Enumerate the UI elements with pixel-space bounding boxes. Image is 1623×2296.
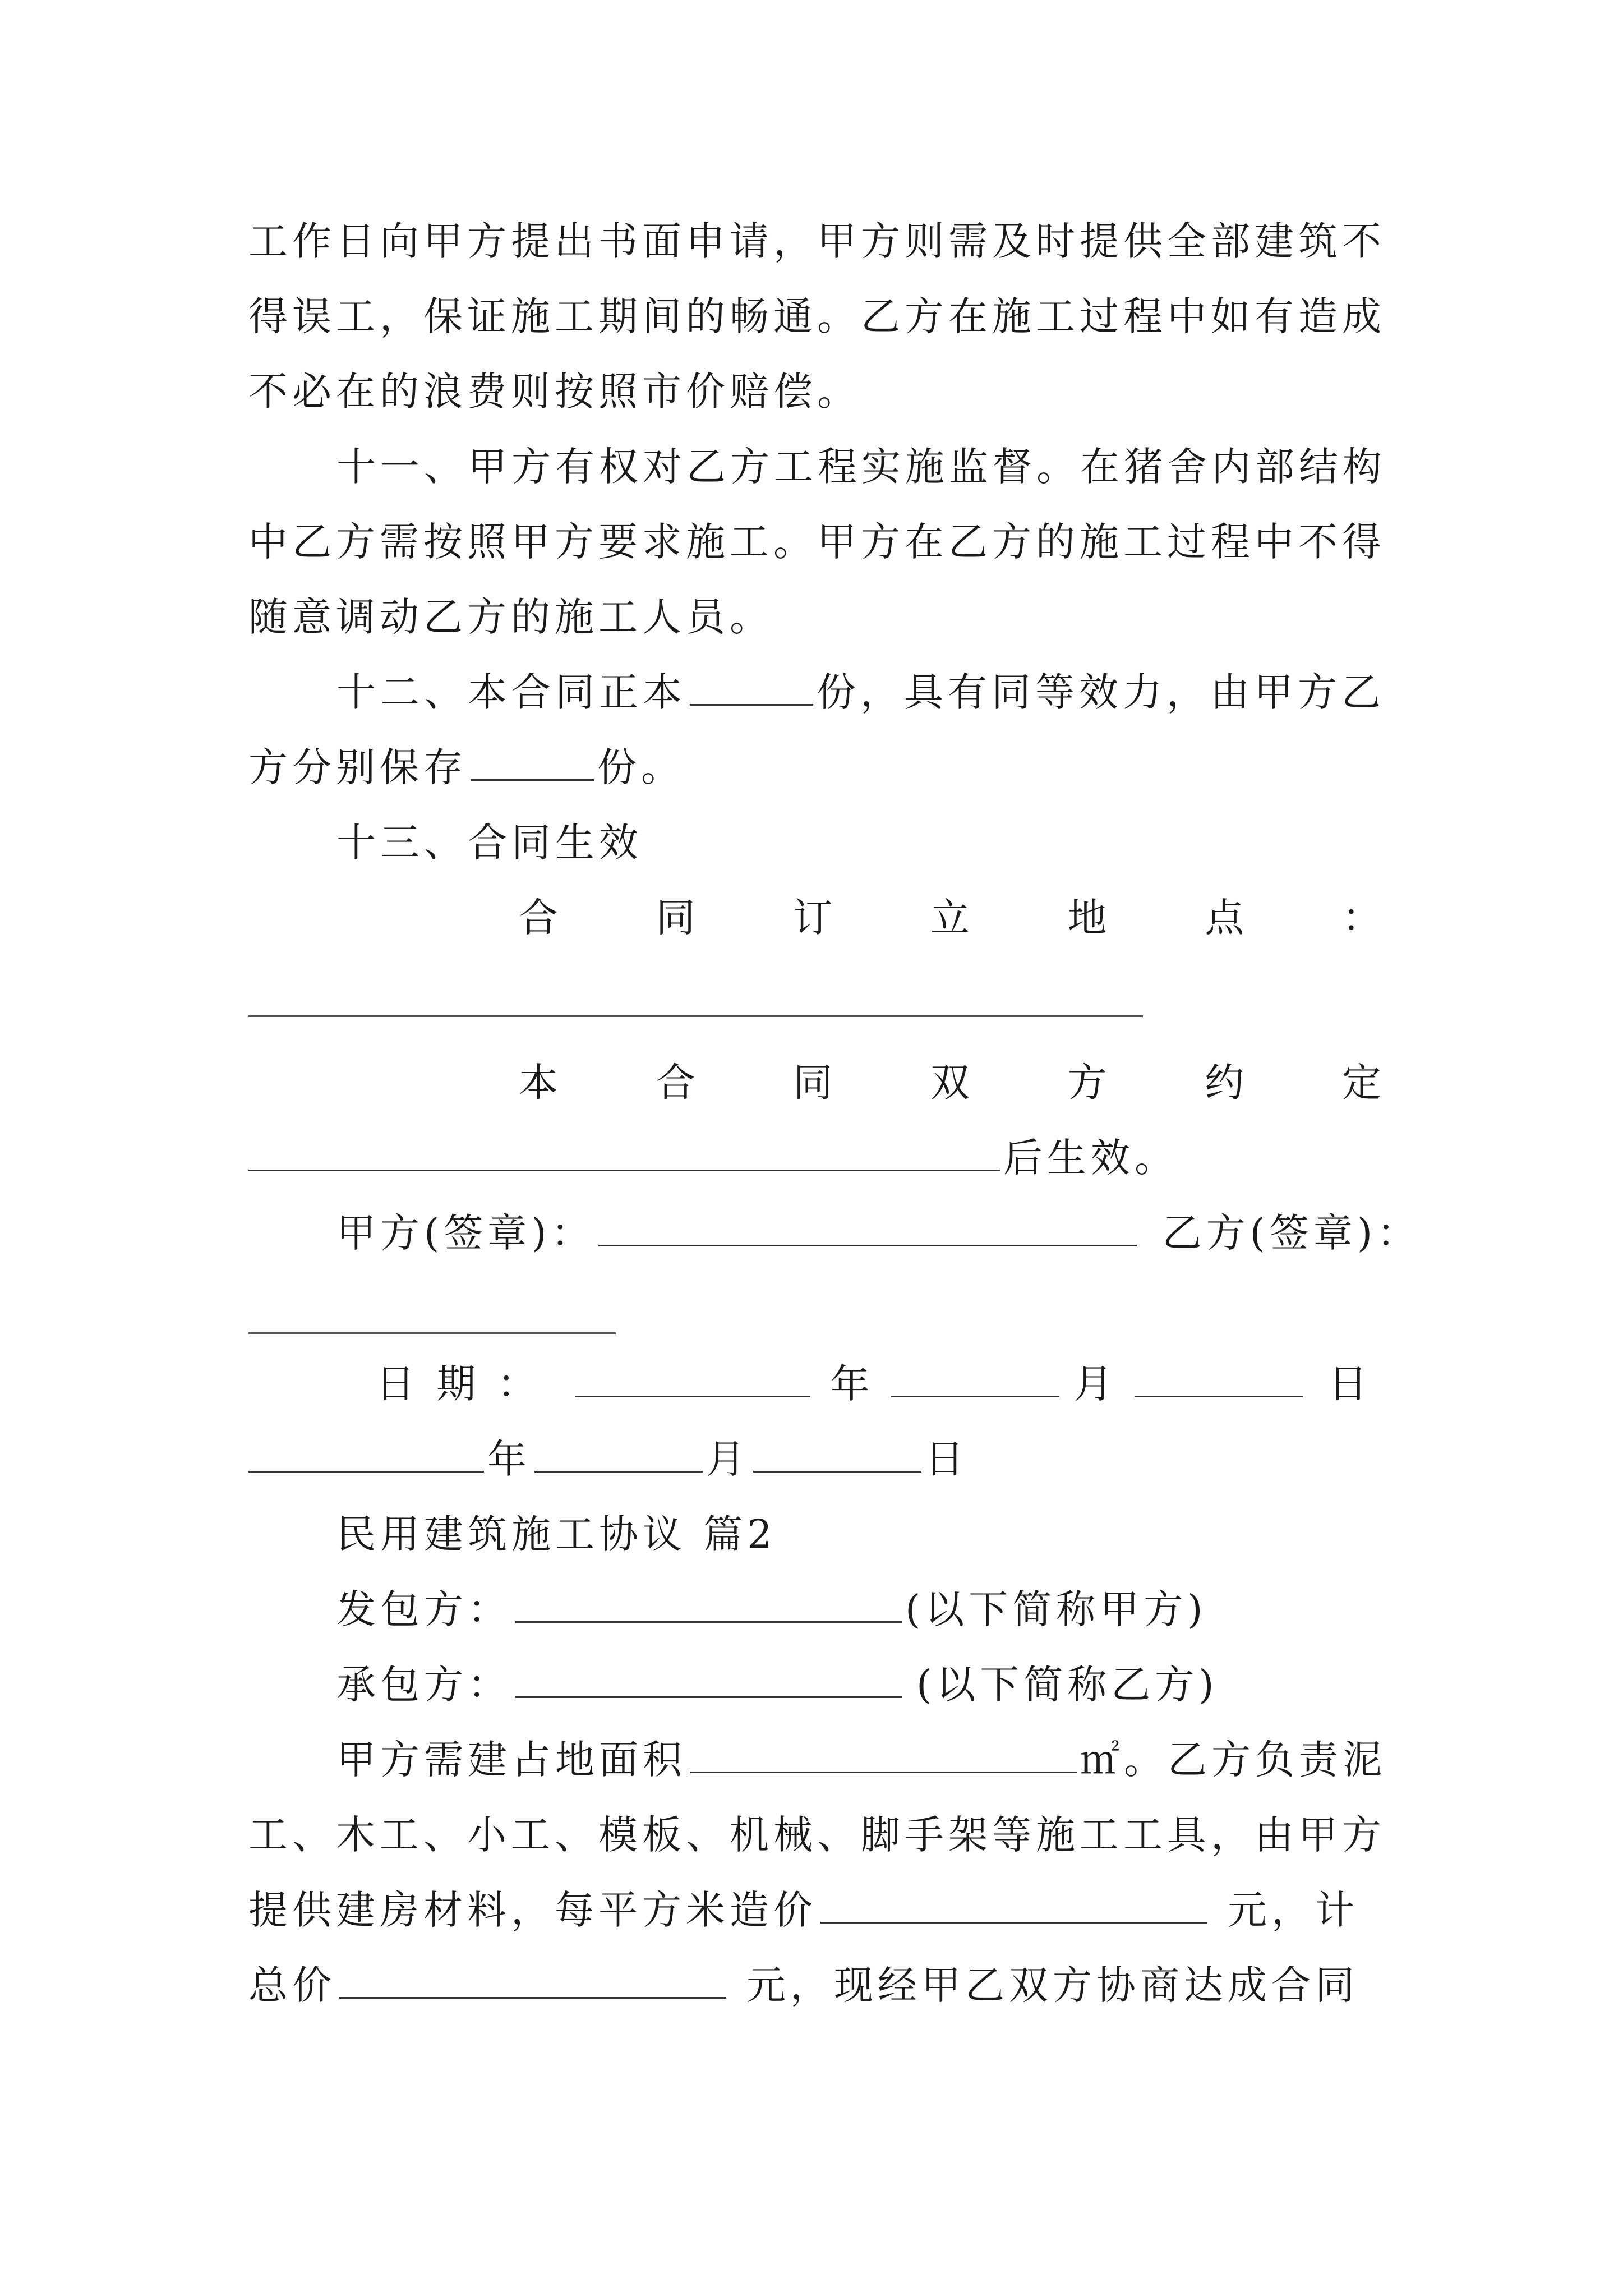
party-a-signature-label: 甲方(签章)： xyxy=(336,1210,595,1256)
total-text: 总价 xyxy=(248,1962,336,2008)
agreement-blank xyxy=(248,1126,1000,1171)
day-blank xyxy=(753,1427,921,1473)
agreement-line xyxy=(248,1125,1381,1191)
month-blank xyxy=(534,1427,703,1473)
year-label: 年 xyxy=(487,1436,531,1482)
signing-place-blank xyxy=(248,1015,1143,1017)
paragraph-line: 随意调动乙方的施工人员。 xyxy=(248,594,773,640)
spread-char: 合 xyxy=(519,895,558,941)
spread-char: 方 xyxy=(1067,1060,1107,1106)
clause-12 xyxy=(336,659,1385,725)
spread-char: 立 xyxy=(930,895,970,941)
party-b-signature-label: 乙方(签章)： xyxy=(1162,1210,1421,1256)
clause-12-text-cont: 份，具有同等效力，由甲方乙 xyxy=(817,669,1385,715)
spread-char: 定 xyxy=(1341,1060,1381,1106)
builder-line xyxy=(336,1651,1381,1718)
paragraph-line: 工作日向甲方提出书面申请，甲方则需及时提供全部建筑不 xyxy=(248,218,1386,264)
year-blank xyxy=(248,1427,484,1473)
section-title: 民用建筑施工协议 篇2 xyxy=(336,1511,777,1557)
builder-note: (以下简称乙方) xyxy=(916,1662,1219,1708)
price-text: 提供建房材料，每平方米造价 xyxy=(248,1887,817,1933)
signature-line xyxy=(336,1200,1436,1266)
contractor-blank xyxy=(515,1577,902,1623)
copies-blank xyxy=(690,660,813,706)
total-line xyxy=(248,1952,1381,2018)
agreement-label xyxy=(519,1050,1381,1116)
spread-char: 同 xyxy=(656,895,695,941)
contractor-note: (以下简称甲方) xyxy=(905,1586,1207,1632)
spread-char: 双 xyxy=(930,1060,970,1106)
year-blank xyxy=(575,1352,810,1397)
paragraph-line: 中乙方需按照甲方要求施工。甲方在乙方的施工过程中不得 xyxy=(248,519,1386,565)
spread-char: 合 xyxy=(656,1060,695,1106)
spread-char: 约 xyxy=(1205,1060,1244,1106)
month-label: 月 xyxy=(706,1436,750,1482)
spread-char: 点 xyxy=(1205,895,1244,941)
area-text: 甲方需建占地面积 xyxy=(336,1737,686,1783)
paragraph-line: 得误工，保证施工期间的畅通。乙方在施工过程中如有造成 xyxy=(248,293,1386,339)
price-line xyxy=(248,1877,1381,1943)
day-blank xyxy=(1135,1352,1303,1397)
signing-place-label xyxy=(519,885,1381,951)
clause-11: 十一、甲方有权对乙方工程实施监督。在猪舍内部结构 xyxy=(336,444,1386,490)
area-line xyxy=(336,1727,1386,1793)
month-blank xyxy=(891,1352,1059,1397)
kept-copies-blank xyxy=(471,735,594,781)
contractor-label: 发包方： xyxy=(336,1586,511,1632)
builder-blank xyxy=(515,1653,902,1698)
contractor-line xyxy=(336,1576,1381,1642)
effective-text: 后生效。 xyxy=(1003,1135,1178,1181)
unit-price-blank xyxy=(820,1878,1207,1924)
day-label: 日 xyxy=(1328,1361,1372,1407)
area-text-cont: ㎡。乙方负责泥 xyxy=(1080,1737,1386,1783)
day-label: 日 xyxy=(925,1436,969,1482)
date-line xyxy=(376,1351,1381,1417)
paragraph-text: 方分别保存 xyxy=(248,744,467,790)
price-text-cont: 元，计 xyxy=(1228,1887,1359,1933)
total-text-cont: 元，现经甲乙双方协商达成合同 xyxy=(746,1962,1359,2008)
clause-12-text: 十二、本合同正本 xyxy=(336,669,686,715)
paragraph-line xyxy=(248,734,1381,800)
month-label: 月 xyxy=(1073,1361,1118,1407)
total-price-blank xyxy=(339,1953,726,1999)
builder-label: 承包方： xyxy=(336,1662,511,1708)
party-a-signature-blank xyxy=(598,1201,1137,1246)
party-b-signature-blank xyxy=(248,1332,616,1334)
paragraph-text-cont: 份。 xyxy=(597,744,685,790)
date-line-b xyxy=(248,1426,1381,1492)
year-label: 年 xyxy=(830,1361,874,1407)
paragraph-line: 工、木工、小工、模板、机械、脚手架等施工工具，由甲方 xyxy=(248,1812,1386,1858)
spread-char: 同 xyxy=(793,1060,833,1106)
spread-char: 订 xyxy=(793,895,833,941)
spread-char: 本 xyxy=(519,1060,558,1106)
area-blank xyxy=(690,1728,1077,1773)
paragraph-line: 不必在的浪费则按照市价赔偿。 xyxy=(248,369,861,415)
clause-13: 十三、合同生效 xyxy=(336,820,643,866)
spread-char: ： xyxy=(1341,895,1381,941)
spread-char: 地 xyxy=(1067,895,1107,941)
date-label: 日 期 ： xyxy=(376,1361,541,1407)
